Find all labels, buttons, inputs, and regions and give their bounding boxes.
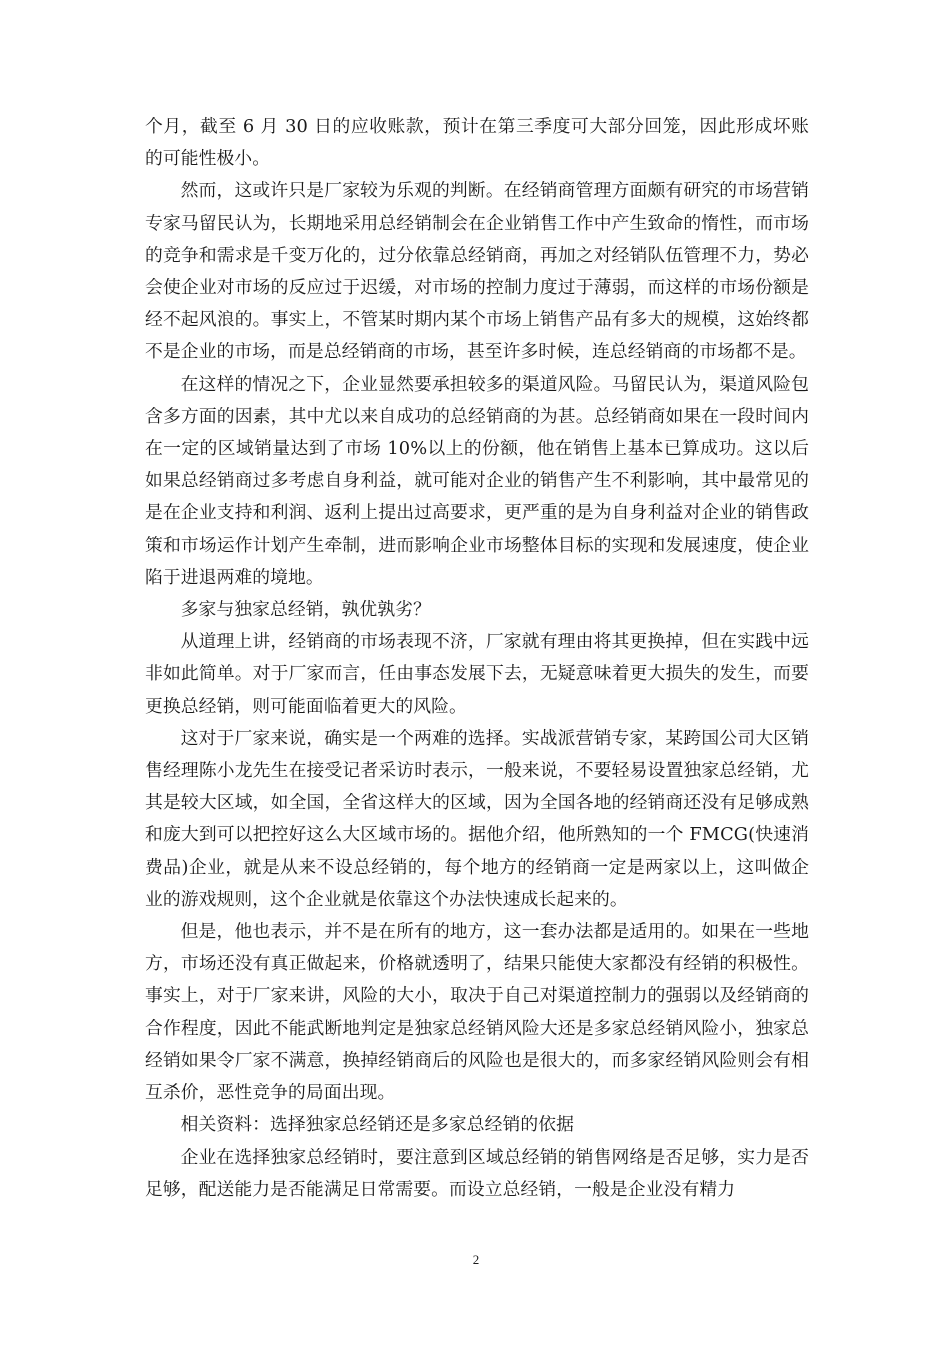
paragraph: 然而，这或许只是厂家较为乐观的判断。在经销商管理方面颇有研究的市场营销专家马留民认为，长期地采用总经销制会在企业销售工作中产生致命的惰性，而市场的竞争和需求是千变万化的，过分依靠总经销商，再加之对经销队伍管理不力，势必会使企业对市场的反应过于迟缓，对市场的控制力度过于薄弱，而这样的市场份额是经不起风浪的。事实上，不管某时期内某个市场上销售产品有多大的规模，这始终都不是企业的市场，而是总经销商的市场，甚至许多时候，连总经销商的市场都不是。 <box>145 180 809 363</box>
section-heading: 多家与独家总经销，孰优孰劣？ <box>180 599 431 621</box>
paragraph: 在这样的情况之下，企业显然要承担较多的渠道风险。马留民认为，渠道风险包含多方面的因素，其中尤以来自成功的总经销商的为甚。总经销商如果在一段时间内在一定的区域销量达到了市场 10%以上的份额，他在销售上基本已算成功。这以后如果总经销商过多考虑自身利益，就可能对企业的销售产生不利影响，其中最常见的是在企业支持和利润、返利上提出过高要求，更严重的是为自身利益对企业的销售政策和市场运作计划产生牵制，进而影响企业市场整体目标的实现和发展速度，使企业陷于进退两难的境地。 <box>145 373 809 588</box>
paragraph: 这对于厂家来说，确实是一个两难的选择。实战派营销专家，某跨国公司大区销售经理陈小龙先生在接受记者采访时表示，一般来说，不要轻易设置独家总经销，尤其是较大区域，如全国，全省这样大的区域，因为全国各地的经销商还没有足够成熟和庞大到可以把控好这么大区域市场的。据他介绍，他所熟知的一个 FMCG(快速消费品)企业，就是从来不设总经销的，每个地方的经销商一定是两家以上，这叫做企业的游戏规则，这个企业就是依靠这个办法快速成长起来的。 <box>145 727 809 910</box>
paragraph: 从道理上讲，经销商的市场表现不济，厂家就有理由将其更换掉，但在实践中远非如此简单。对于厂家而言，任由事态发展下去，无疑意味着更大损失的发生，而要更换总经销，则可能面临着更大的风险。 <box>145 631 809 717</box>
paragraph: 但是，他也表示，并不是在所有的地方，这一套办法都是适用的。如果在一些地方，市场还没有真正做起来，价格就透明了，结果只能使大家都没有经销的积极性。事实上，对于厂家来讲，风险的大小，取决于自己对渠道控制力的强弱以及经销商的合作程度，因此不能武断地判定是独家总经销风险大还是多家总经销风险小，独家总经销如果令厂家不满意，换掉经销商后的风险也是很大的，而多家经销风险则会有相互杀价，恶性竞争的局面出现。 <box>145 921 809 1104</box>
paragraph: 企业在选择独家总经销时，要注意到区域总经销的销售网络是否足够，实力是否足够，配送能力是否能满足日常需要。而设立总经销，一般是企业没有精力 <box>145 1146 809 1200</box>
paragraph: 个月，截至 6 月 30 日的应收账款，预计在第三季度可大部分回笼，因此形成坏账的可能性极小。 <box>145 116 809 170</box>
section-heading: 相关资料：选择独家总经销还是多家总经销的依据 <box>180 1114 574 1136</box>
page-number: 2 <box>472 1252 480 1267</box>
document-body <box>145 111 809 1206</box>
